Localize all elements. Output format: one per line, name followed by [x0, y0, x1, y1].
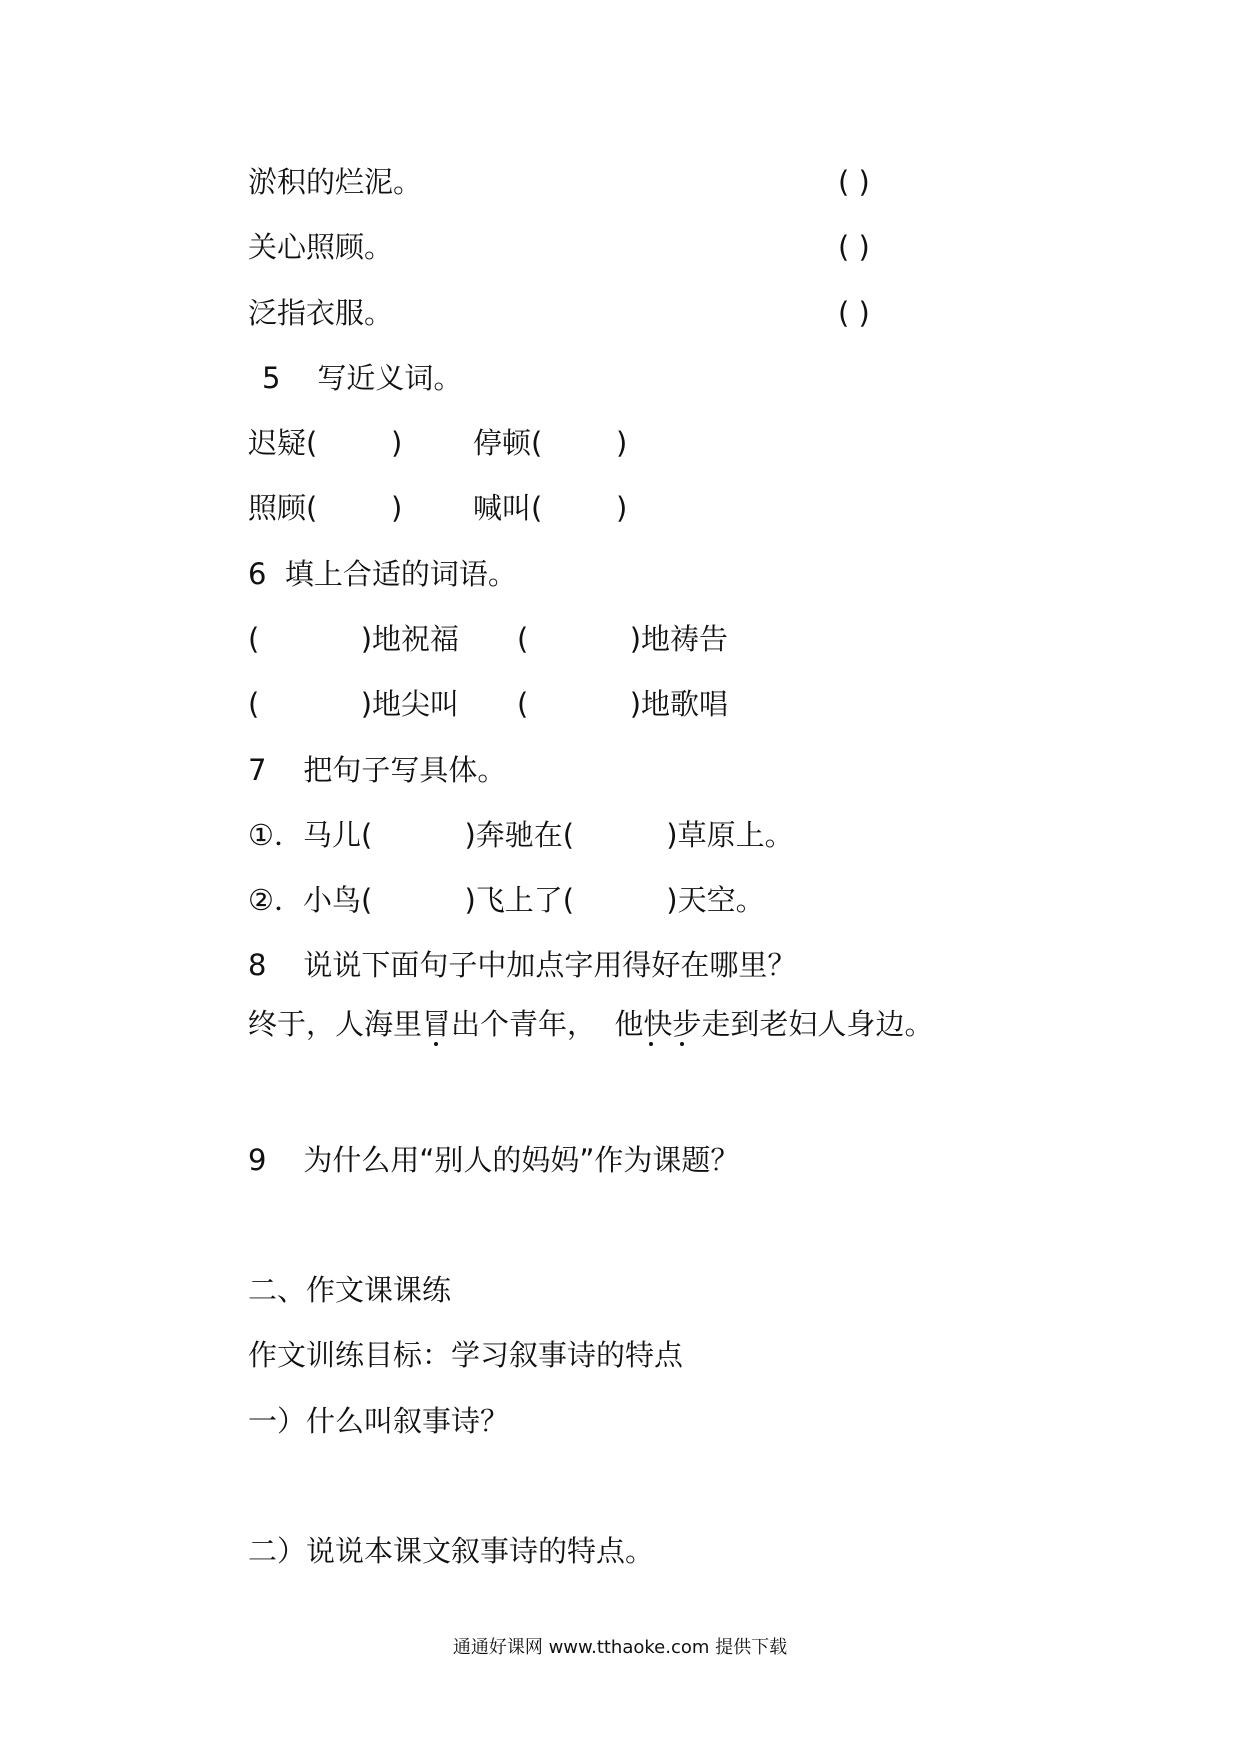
fill-word-item: ( )地祝福 — [248, 622, 460, 656]
fill-word-item: ( )地歌唱 — [517, 687, 729, 721]
fill-word-item: ( )地尖叫 — [248, 687, 460, 721]
question-6-title: 6 填上合适的词语。 — [248, 557, 517, 591]
emphasis-dot — [649, 1042, 653, 1046]
definition-2: 关心照顾。 — [248, 230, 394, 264]
section-2-goal: 作文训练目标：学习叙事诗的特点 — [248, 1338, 684, 1372]
synonym-item: 照顾( ) — [248, 491, 403, 525]
synonym-item: 停顿( ) — [473, 426, 628, 460]
synonym-item: 迟疑( ) — [248, 426, 403, 460]
answer-blank-3: ( ) — [838, 296, 870, 330]
question-7-title: 7 把句子写具体。 — [248, 753, 507, 787]
emphasis-dot — [680, 1042, 684, 1046]
answer-blank-2: ( ) — [838, 230, 870, 264]
section-2-heading: 二、作文课课练 — [248, 1273, 452, 1307]
definition-3: 泛指衣服。 — [248, 296, 394, 330]
question-5-title: 5 写近义词。 — [262, 361, 463, 395]
sentence-item-2: ②．小鸟( )飞上了( )天空。 — [248, 883, 765, 917]
section-2-question-2: 二）说说本课文叙事诗的特点。 — [248, 1534, 655, 1568]
footer-credit: 通通好课网 www.tthaoke.com 提供下载 — [452, 1637, 788, 1658]
section-2-question-1: 一）什么叫叙事诗？ — [248, 1404, 510, 1438]
definition-1: 淤积的烂泥。 — [248, 165, 423, 199]
synonym-item: 喊叫( ) — [473, 491, 628, 525]
question-8-sentence: 终于，人海里冒出个青年， 他快步走到老妇人身边。 — [248, 1007, 934, 1041]
question-9-title: 9 为什么用“别人的妈妈”作为课题？ — [248, 1143, 740, 1177]
question-8-title: 8 说说下面句子中加点字用得好在哪里？ — [248, 948, 797, 982]
answer-blank-1: ( ) — [838, 165, 870, 199]
fill-word-item: ( )地祷告 — [517, 622, 729, 656]
sentence-item-1: ①．马儿( )奔驰在( )草原上。 — [248, 818, 794, 852]
emphasis-dot — [434, 1042, 438, 1046]
